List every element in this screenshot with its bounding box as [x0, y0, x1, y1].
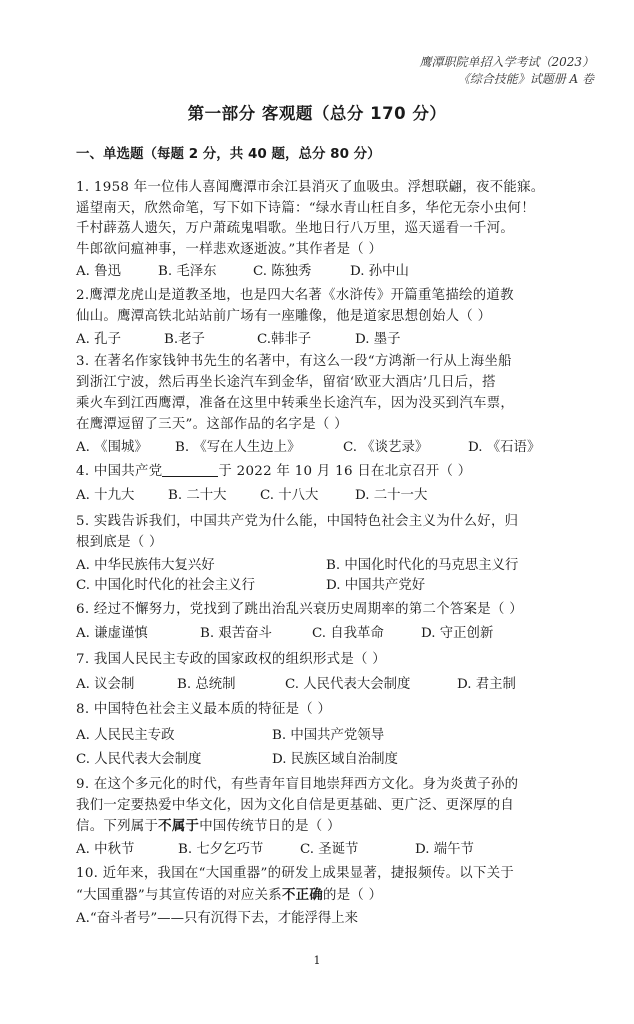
q8-option-d: D. 民族区域自治制度	[272, 752, 398, 767]
section-heading: 一、单选题（每题 2 分，共 40 题，总分 80 分）	[76, 146, 381, 162]
header-line-1: 鹰潭职院单招入学考试（2023）	[419, 55, 594, 69]
page-title: 第一部分 客观题（总分 170 分）	[187, 104, 447, 123]
q9-text-pre: 信。下列属于	[76, 819, 159, 834]
q8-option-a: A. 人民民主专政	[76, 728, 175, 743]
q9-option-c: C. 圣诞节	[300, 842, 359, 857]
q3-option-d: D. 《石语》	[468, 440, 541, 455]
q4-option-d: D. 二十一大	[355, 488, 428, 503]
page-number: 1	[313, 954, 321, 967]
q4-line-1	[76, 462, 471, 482]
q5-option-a: A. 中华民族伟大复兴好	[76, 558, 215, 573]
q3-line-4: 在鹰潭逗留了三天”。这部作品的名字是（ ）	[76, 417, 348, 432]
q7-option-c: C. 人民代表大会制度	[285, 677, 411, 692]
q2-option-a: A. 孔子	[76, 332, 121, 347]
q5-line-2: 根到底是（ ）	[76, 535, 163, 550]
q8-option-c: C. 人民代表大会制度	[76, 752, 202, 767]
q3-option-b: B. 《写在人生边上》	[175, 440, 301, 455]
q5-option-d: D. 中国共产党好	[326, 578, 426, 593]
q3-line-3: 乘火车到江西鹰潭，准备在这里中转乘坐长途汽车，因为没买到汽车票，	[76, 396, 515, 411]
q10-text-pre: “大国重器”与其宣传语的对应关系	[76, 888, 282, 903]
q1-line-4: 牛郎欲问瘟神事，一样悲欢逐逝波。”其作者是（ ）	[76, 242, 383, 257]
q4-text-pre: 4. 中国共产党	[76, 464, 163, 479]
q5-option-b: B. 中国化时代化的马克思主义行	[326, 558, 519, 573]
q2-option-d: D. 墨子	[355, 332, 401, 347]
q1-line-1: 1. 1958 年一位伟人喜闻鹰潭市余江县消灭了血吸虫。浮想联翩，夜不能寐。	[76, 180, 545, 195]
q4-option-a: A. 十九大	[76, 488, 135, 503]
q7-option-a: A. 议会制	[76, 677, 135, 692]
q10-line-2	[76, 885, 382, 906]
q8-option-b: B. 中国共产党领导	[272, 728, 385, 743]
q1-line-3: 千村薜荔人遗矢，万户萧疏鬼唱歌。坐地日行八万里，巡天遥看一千河。	[76, 221, 515, 236]
q10-emphasis: 不正确	[281, 887, 324, 903]
q2-option-b: B.老子	[164, 332, 205, 347]
q1-option-b: B. 毛泽东	[158, 264, 217, 279]
q1-option-c: C. 陈独秀	[253, 264, 312, 279]
q6-option-b: B. 艰苦奋斗	[200, 626, 272, 641]
q9-option-b: B. 七夕乞巧节	[178, 842, 264, 857]
q7-line-1: 7. 我国人民民主专政的国家政权的组织形式是（ ）	[76, 652, 386, 667]
q2-option-c: C.韩非子	[257, 332, 312, 347]
q10-option-a: A.“奋斗者号”——只有沉得下去，才能浮得上来	[76, 911, 359, 926]
q6-option-a: A. 谦虚谨慎	[76, 626, 148, 641]
q9-line-3	[76, 816, 341, 837]
q9-line-1: 9. 在这个多元化的时代，有些青年盲目地崇拜西方文化。身为炎黄子孙的	[76, 777, 519, 792]
q9-emphasis: 不属于	[158, 818, 200, 834]
q6-option-c: C. 自我革命	[312, 626, 384, 641]
q7-option-d: D. 君主制	[457, 677, 516, 692]
q9-line-2: 我们一定要热爱中华文化，因为文化自信是更基础、更广泛、更深厚的自	[76, 798, 515, 813]
header-line-2: 《综合技能》试题册 A 卷	[457, 72, 594, 86]
q7-option-b: B. 总统制	[177, 677, 236, 692]
q4-blank	[162, 462, 218, 477]
q10-line-1: 10. 近年来，我国在“大国重器”的研发上成果显著，捷报频传。以下关于	[76, 866, 515, 881]
q1-line-2: 遥望南天，欣然命笔，写下如下诗篇：“绿水青山枉自多，华佗无奈小虫何！	[76, 201, 535, 216]
q1-option-a: A. 鲁迅	[76, 264, 121, 279]
q9-option-d: D. 端午节	[415, 842, 474, 857]
q5-option-c: C. 中国化时代化的社会主义行	[76, 578, 255, 593]
q8-line-1: 8. 中国特色社会主义最本质的特征是（ ）	[76, 702, 332, 717]
q3-option-c: C. 《谈艺录》	[343, 440, 429, 455]
q2-line-2: 仙山。鹰潭高铁北站站前广场有一座雕像，他是道家思想创始人（ ）	[76, 309, 492, 324]
q9-text-post: 中国传统节日的是（ ）	[199, 819, 341, 834]
q4-option-c: C. 十八大	[260, 488, 319, 503]
q2-line-1: 2.鹰潭龙虎山是道教圣地，也是四大名著《水浒传》开篇重笔描绘的道教	[76, 288, 514, 303]
q6-option-d: D. 守正创新	[421, 626, 494, 641]
q6-line-1: 6. 经过不懈努力，党找到了跳出治乱兴衰历史周期率的第二个答案是（ ）	[76, 602, 523, 617]
q10-text-post: 的是（ ）	[323, 888, 383, 903]
q4-text-post: 于 2022 年 10 月 16 日在北京召开（ ）	[218, 464, 472, 479]
exam-header	[419, 54, 594, 88]
q3-line-1: 3. 在著名作家钱钟书先生的名著中，有这么一段“方鸿渐一行从上海坐船	[76, 354, 512, 369]
q4-option-b: B. 二十大	[168, 488, 227, 503]
q3-line-2: 到浙江宁波，然后再坐长途汽车到金华，留宿‘欧亚大酒店’几日后，搭	[76, 375, 496, 390]
q3-option-a: A. 《围城》	[76, 440, 148, 455]
q1-option-d: D. 孙中山	[350, 264, 409, 279]
q9-option-a: A. 中秋节	[76, 842, 135, 857]
q5-line-1: 5. 实践告诉我们，中国共产党为什么能，中国特色社会主义为什么好，归	[76, 514, 519, 529]
